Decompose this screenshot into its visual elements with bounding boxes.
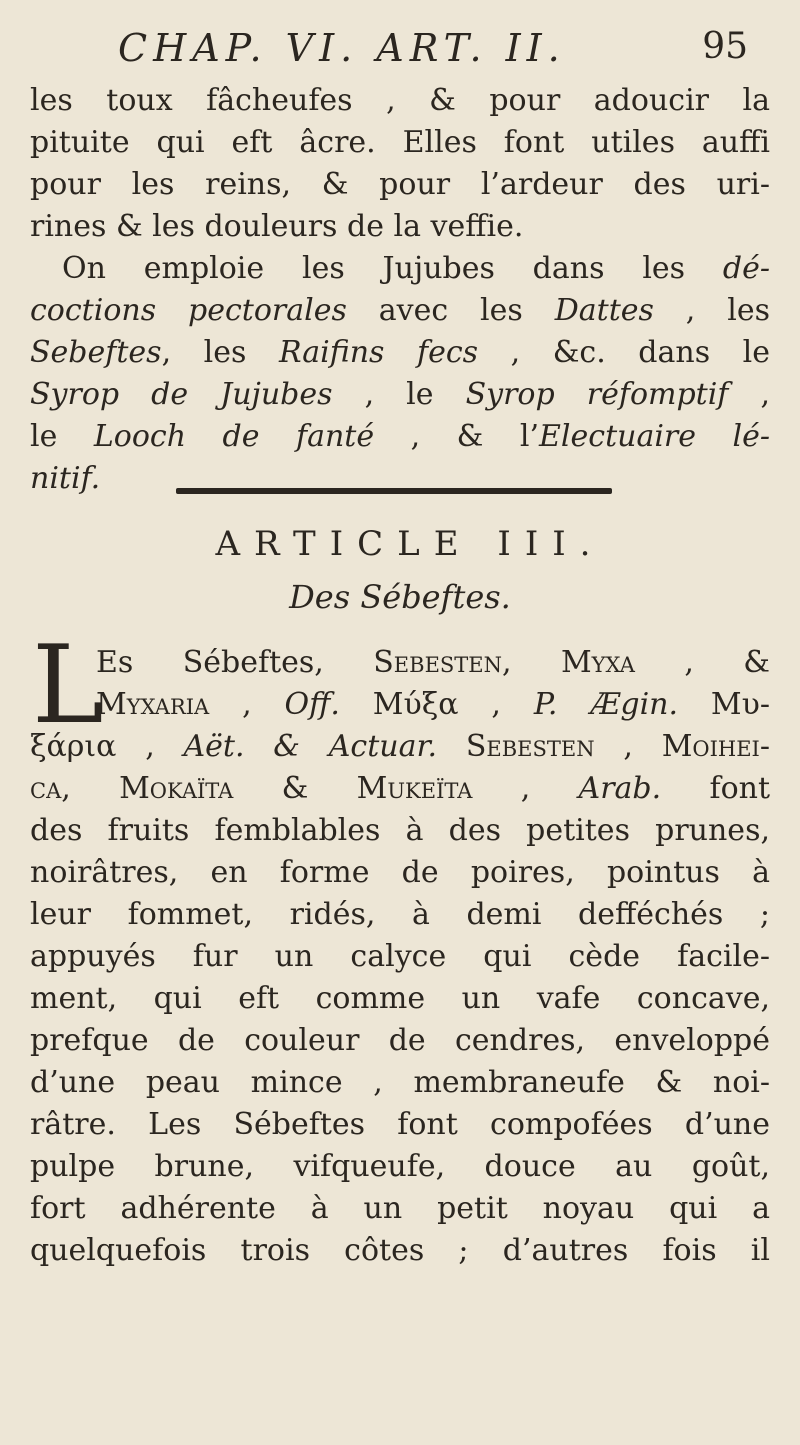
text-line: des fruits femblables à des petites prunes, xyxy=(30,813,770,848)
text-line: quelquefois trois côtes ; d’autres fois il xyxy=(30,1233,770,1268)
page-header xyxy=(0,26,800,72)
text-line: coctions pectorales avec les Dattes , les xyxy=(30,293,770,328)
page-number: 95 xyxy=(702,26,748,67)
section-rule xyxy=(176,488,612,494)
text-line: pulpe brune, vifqueufe, douce au goût, xyxy=(30,1149,770,1184)
text-line: le Looch de fanté , & l’Electuaire lé- xyxy=(30,419,771,454)
text-line: noirâtres, en forme de poires, pointus à xyxy=(30,855,770,890)
text-line: Sebeftes, les Raifins fecs , &c. dans le xyxy=(30,335,770,370)
running-head: CHAP. VI. ART. II. xyxy=(118,26,566,70)
text-line: prefque de couleur de cendres, enveloppé xyxy=(30,1023,770,1058)
text-line: râtre. Les Sébeftes font compofées d’une xyxy=(30,1107,770,1142)
text-line: pour les reins, & pour l’ardeur des uri- xyxy=(30,167,770,202)
text-line: les toux fâcheufes , & pour adoucir la xyxy=(30,83,770,118)
text-line: leur fommet, ridés, à demi defféchés ; xyxy=(30,897,770,932)
drop-cap: L xyxy=(32,623,104,748)
text-line: ment, qui eft comme un vafe concave, xyxy=(30,981,770,1016)
text-line: appuyés fur un calyce qui cède facile- xyxy=(30,939,770,974)
section-heading: Des Sébeftes. xyxy=(289,578,511,616)
article-heading: ARTICLE III. xyxy=(215,524,605,564)
text-line: d’une peau mince , membraneufe & noi- xyxy=(30,1065,770,1100)
text-line: Syrop de Jujubes , le Syrop réfomptif , xyxy=(30,377,770,412)
text-line: ξάρια , Aët. & Actuar. Sebesten , Moihei- xyxy=(30,729,770,764)
text-line: fort adhérente à un petit noyau qui a xyxy=(30,1191,770,1226)
text-line: nitif. xyxy=(30,461,101,496)
text-line: pituite qui eft âcre. Elles font utiles auffi xyxy=(30,125,770,160)
text-line: Es Sébeftes, Sebesten, Myxa , & xyxy=(96,645,771,680)
text-line: Myxaria , Off. Μύξα , P. Ægin. Μυ- xyxy=(96,687,770,722)
text-line: rines & les douleurs de la veffie. xyxy=(30,209,524,244)
text-line: On emploie les Jujubes dans les dé- xyxy=(62,251,770,286)
text-line: ca, Mokaïta & Mukeïta , Arab. font xyxy=(30,771,771,806)
